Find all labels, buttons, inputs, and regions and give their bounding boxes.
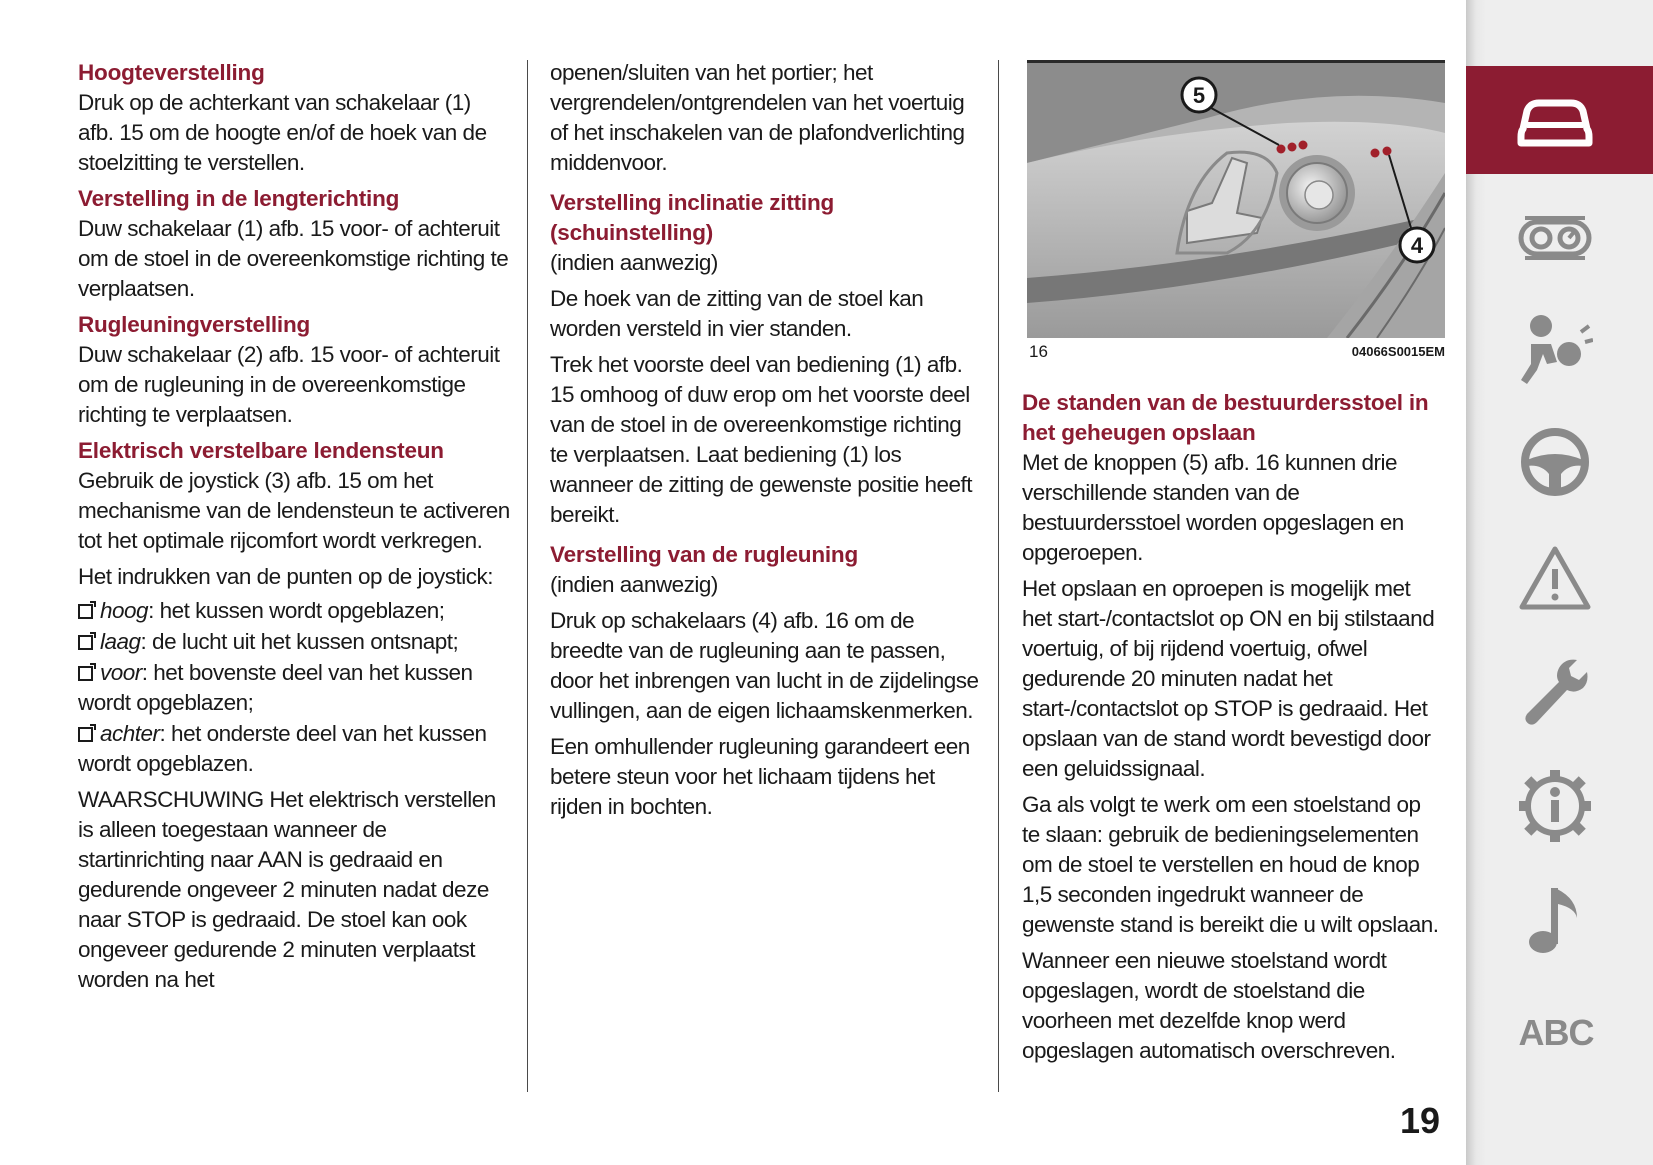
checkbox-bullet-icon (78, 635, 93, 650)
paragraph: Duw schakelaar (2) afb. 15 voor- of achteruit om de rugleuning in de overeenkomstige richting te verplaatsen. (78, 342, 500, 427)
figure-code: 04066S0015EM (1351, 344, 1445, 359)
wrench-icon[interactable] (1515, 652, 1595, 732)
column-middle (550, 58, 980, 822)
checkbox-bullet-icon (78, 666, 93, 681)
paragraph: Ga als volgt te werk om een stoelstand op te slaan: gebruik de bedieningselementen om de stoel te verstellen en houd de knop 1,5 seconden ingedrukt wanneer de gewenste stand is bereikt die u wilt opslaan. (1022, 792, 1439, 937)
callout-4: 4 (1410, 233, 1424, 258)
paragraph: (indien aanwezig) (550, 250, 718, 275)
paragraph: Het indrukken van de punten op de joystick: (78, 564, 494, 589)
warning-paragraph: WAARSCHUWING Het elektrisch verstellen is alleen toegestaan wanneer de startinrichting naar AAN is gedraaid en gedurende ongeveer 2 minuten nadat deze naar STOP is gedraaid. De stoel kan ook ongeveer gedurende 2 minuten verplaatst worden na het (78, 787, 496, 992)
paragraph: Duw schakelaar (1) afb. 15 voor- of achteruit om de stoel in de overeenkomstige richting te verplaatsen. (78, 216, 509, 301)
column-divider (998, 60, 999, 1092)
airbag-icon[interactable] (1515, 308, 1595, 388)
warning-icon[interactable] (1515, 538, 1595, 618)
list-item: laag: de lucht uit het kussen ontsnapt; (78, 627, 510, 657)
gear-info-icon[interactable] (1515, 766, 1595, 846)
paragraph: Wanneer een nieuwe stoelstand wordt opgeslagen, wordt de stoelstand die voorheen met dezelfde knop werd opgeslagen automatisch overschreven. (1022, 948, 1396, 1063)
heading-backrest-adjust: Rugleuningverstelling (78, 312, 311, 337)
index-abc-label[interactable]: ABC (1518, 1012, 1594, 1053)
seat-controls-figure (1027, 60, 1445, 338)
page-number: 19 (1400, 1100, 1441, 1141)
column-divider (527, 60, 528, 1092)
paragraph: Een omhullender rugleuning garandeert een betere steun voor het lichaam tijdens het rijden in bochten. (550, 734, 970, 819)
list-item: achter: het onderste deel van het kussen wordt opgeblazen. (78, 721, 487, 776)
checkbox-bullet-icon (78, 604, 93, 619)
seat-controls-illustration (1027, 63, 1445, 338)
paragraph: Trek het voorste deel van bediening (1) afb. 15 omhoog of duw erop om het voorste deel van de stoel in de overeenkomstige richting te verplaatsen. Laat bediening (1) los wanneer de zitting de gewenste positie heeft bereikt. (550, 352, 973, 527)
heading-backrest-width: Verstelling van de rugleuning (550, 542, 859, 567)
paragraph: openen/sluiten van het portier; het vergrendelen/ontgrendelen van het voertuig of het inschakelen van de plafondverlichting middenvoor. (550, 60, 965, 175)
column-right (1022, 388, 1442, 1066)
column-left (78, 58, 510, 995)
paragraph: (indien aanwezig) (550, 572, 718, 597)
list-item: hoog: het kussen wordt opgeblazen; (78, 596, 510, 626)
paragraph: Gebruik de joystick (3) afb. 15 om het mechanisme van de lendensteun te activeren tot het optimale rijcomfort wordt verkregen. (78, 468, 510, 553)
heading-lumbar-support: Elektrisch verstelbare lendensteun (78, 438, 444, 463)
paragraph: Het opslaan en oproepen is mogelijk met het start-/contactslot op ON en bij stilstaand voertuig, of bij rijdend voertuig, ofwel gedurende 20 minuten nadat het start-/contactslot op STOP is gedraaid. Het opslaan van de stand wordt bevestigd door een geluidssignaal. (1022, 576, 1435, 781)
heading-seat-inclination: Verstelling inclinatie zitting (schuinstelling) (550, 190, 835, 245)
paragraph: Met de knoppen (5) afb. 16 kunnen drie verschillende standen van de bestuurdersstoel worden opgeslagen en opgeroepen. (1022, 450, 1404, 565)
callout-5: 5 (1192, 83, 1206, 108)
steering-wheel-icon[interactable] (1515, 422, 1595, 502)
dashboard-icon[interactable] (1515, 198, 1595, 278)
heading-length-adjust: Verstelling in de lengterichting (78, 186, 400, 211)
paragraph: Druk op de achterkant van schakelaar (1) afb. 15 om de hoogte en/of de hoek van de stoelzitting te verstellen. (78, 90, 487, 175)
list-item: voor: het bovenste deel van het kussen wordt opgeblazen; (78, 660, 473, 715)
checkbox-bullet-icon (78, 727, 93, 742)
figure-number: 16 (1029, 342, 1048, 361)
car-icon[interactable] (1515, 80, 1595, 160)
paragraph: De hoek van de zitting van de stoel kan worden versteld in vier standen. (550, 286, 924, 341)
heading-memory-seat: De standen van de bestuurdersstoel in het geheugen opslaan (1022, 390, 1429, 445)
heading-height-adjust: Hoogteverstelling (78, 60, 265, 85)
paragraph: Druk op schakelaars (4) afb. 16 om de breedte van de rugleuning aan te passen, door het inbrengen van lucht in de zijdelingse vullingen, aan de eigen lichaamskenmerken. (550, 608, 979, 723)
music-note-icon[interactable] (1515, 880, 1595, 960)
